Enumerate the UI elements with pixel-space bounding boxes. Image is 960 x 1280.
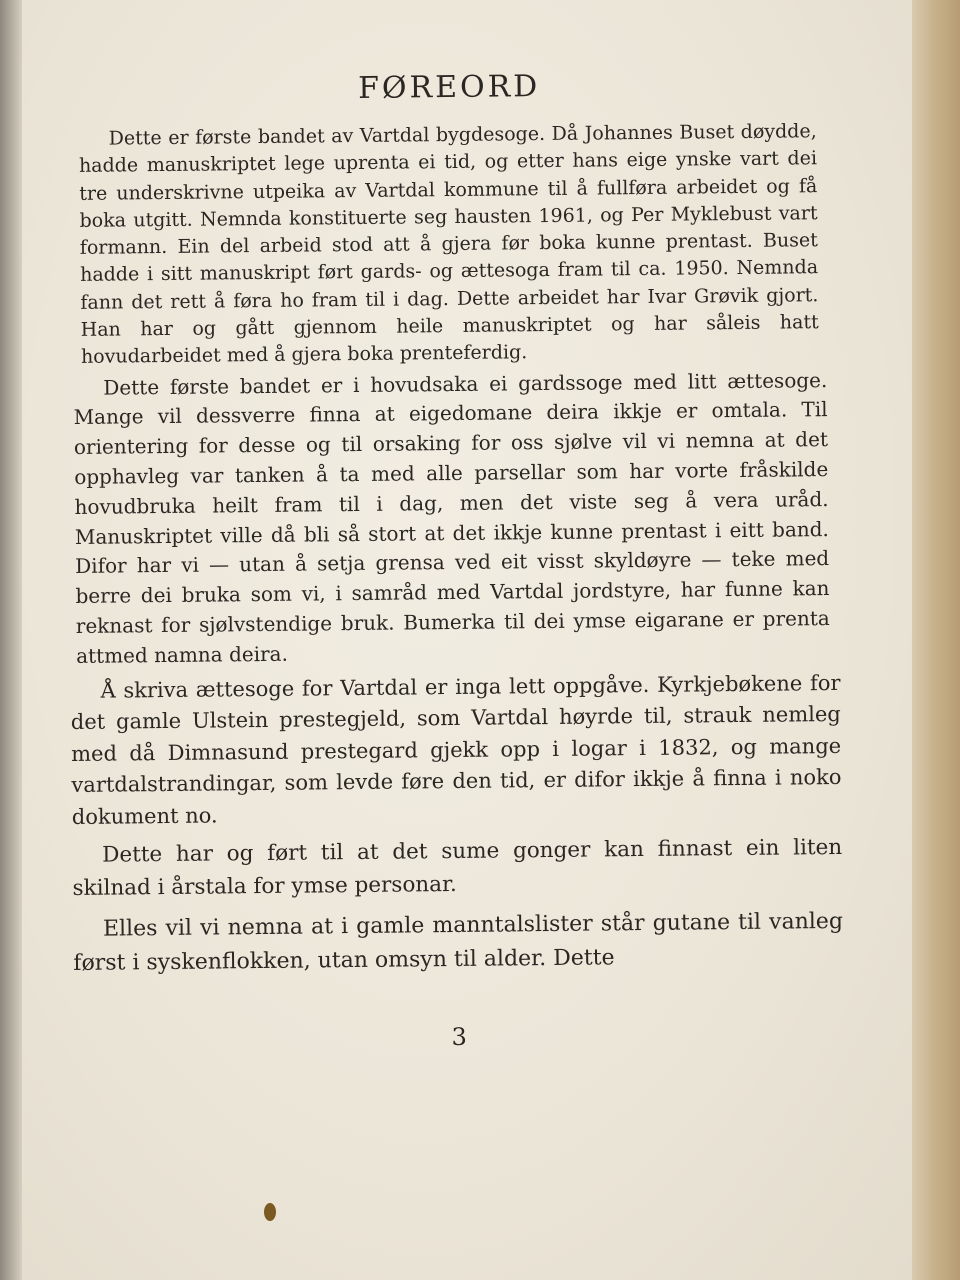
paper-stain — [264, 1203, 276, 1221]
page-heading: FØREORD — [357, 69, 541, 106]
paragraph-2: Dette første bandet er i hovudsaka ei gardssoge med litt ættesoge. Mange vil dessverre finna at eigedomane deira ikkje er omtala. Til orientering for desse og til orsaking for oss sjølve vil vi nemna at det opphavleg var tanken å ta med alle parsellar som har vorte fråskilde hovudbruka heilt fram til i dag, men det viste seg å vera uråd. Manuskriptet ville då bli så stort at det ikkje kunne prentast i eitt band. Difor har vi — utan å setja grensa ved eit visst skyldøyre — teke med berre dei bruka som vi, i samråd med Vartdal jordstyre, har funne kan reknast for sjølvstendige bruk. Bumerka til dei ymse eigarane er prenta attmed namna deira. — [73, 367, 830, 668]
paragraph-1: Dette er første bandet av Vartdal bygdesoge. Då Johannes Buset døydde, hadde manuskriptet lege uprenta ei tid, og etter hans eige ynske vart dei tre underskrivne utpeika av Vartdal kommune til å fullføra arbeidet og få boka utgitt. Nemnda konstituerte seg hausten 1961, og Per Myklebust vart formann. Ein del arbeid stod att å gjera før boka kunne prentast. Buset hadde i sitt manuskript ført gards- og ættesoga fram til ca. 1950. Nemnda fann det rett å føra ho fram til i dag. Dette arbeidet har Ivar Grøvik gjort. Han har og gått gjennom heile manuskriptet og har såleis hatt hovudarbeidet med å gjera boka prenteferdig. — [78, 120, 819, 369]
page-number: 3 — [451, 1023, 467, 1052]
paragraph-4: Dette har og ført til at det sume gonger kan finnast ein liten skilnad i årstala for ymse personar. — [72, 835, 843, 902]
paragraph-5: Elles vil vi nemna at i gamle manntalslister står gutane til vanleg først i syskenflokken, utan omsyn til alder. Dette — [73, 909, 844, 977]
paragraph-3: Å skriva ættesoge for Vartdal er inga lett oppgåve. Kyrkjebøkene for det gamle Ulstein prestegjeld, som Vartdal høyrde til, strauk nemleg med då Dimnasund prestegard gjekk opp i logar i 1832, og mange vartdalstrandingar, som levde føre den tid, er difor ikkje å finna i noko dokument no. — [70, 670, 842, 829]
page-content — [64, 64, 844, 1055]
page-edge-right — [912, 0, 960, 1280]
book-spine-shadow — [0, 0, 22, 1280]
book-page — [22, 0, 912, 1280]
